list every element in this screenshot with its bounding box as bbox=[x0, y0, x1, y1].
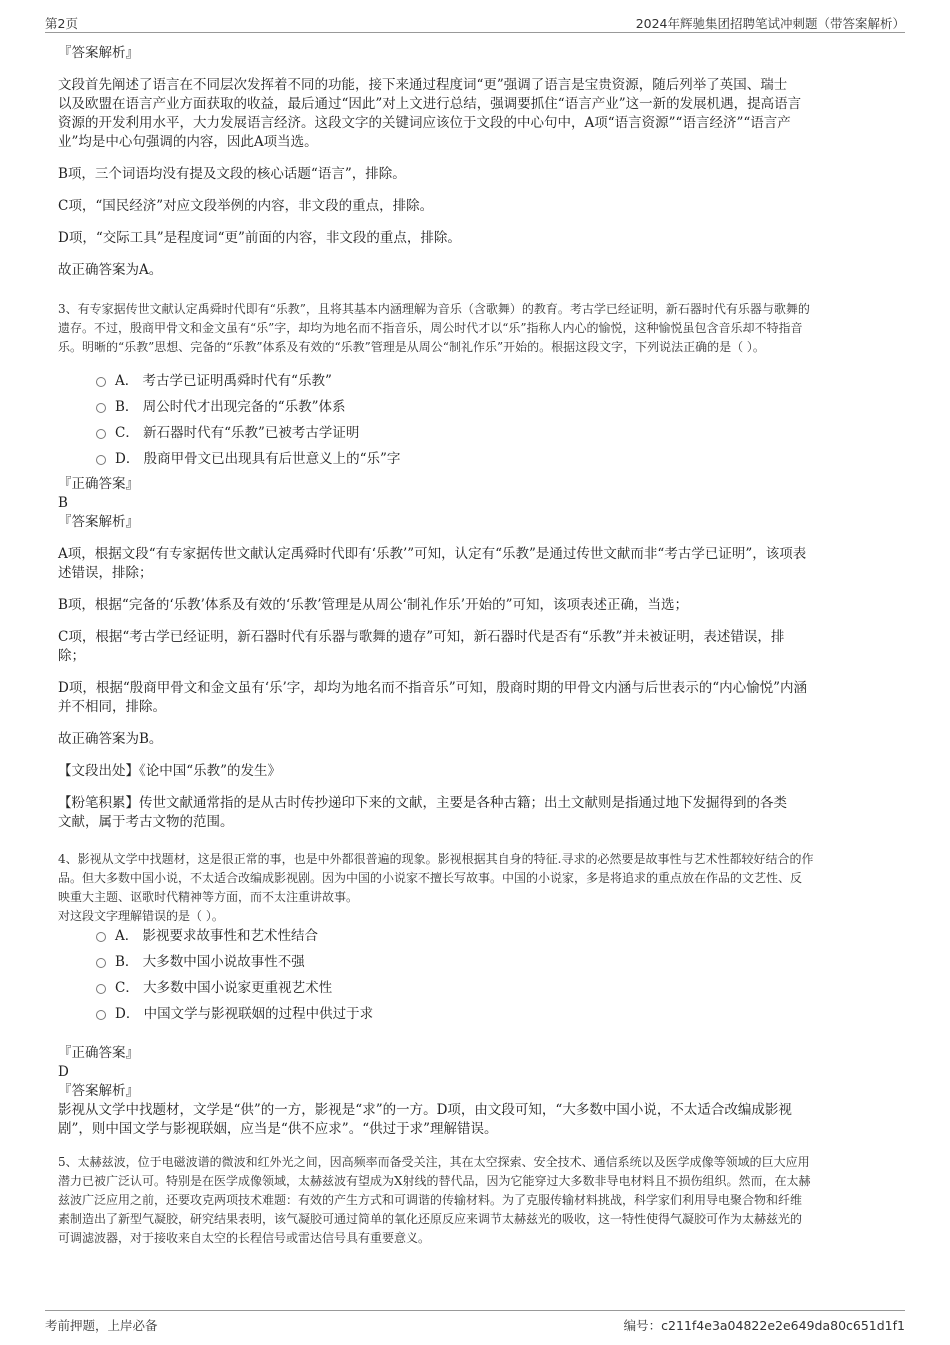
radio-icon[interactable] bbox=[96, 455, 106, 465]
analysis-label: 『答案解析』 bbox=[58, 45, 139, 61]
question-stem: 遗存。不过，殷商甲骨文和金文虽有“乐”字，却均为地名而不指音乐，周公时代才以“乐”指称人内心的愉悦，这种愉悦虽包含音乐却不特指音 bbox=[58, 321, 803, 335]
analysis-conclusion: 故正确答案为B。 bbox=[58, 731, 163, 747]
question-stem: 素制造出了新型气凝胶，研究结果表明，该气凝胶可通过简单的氧化还原反应来调节太赫兹光的吸收，这一特性使得气凝胶可作为太赫兹光的 bbox=[58, 1212, 803, 1226]
analysis-text: 业”均是中心句强调的内容，因此A项当选。 bbox=[58, 134, 318, 150]
radio-icon[interactable] bbox=[96, 932, 106, 942]
accumulation-note: 【粉笔积累】传世文献通常指的是从古时传抄递印下来的文献，主要是各种古籍；出土文献则是指通过地下发掘得到的各类 bbox=[58, 795, 787, 811]
question-stem: 3、有专家据传世文献认定禹舜时代即有“乐教”，且将其基本内涵理解为音乐（含歌舞）的教育。考古学已经证明，新石器时代有乐器与歌舞的 bbox=[58, 302, 810, 316]
analysis-label: 『答案解析』 bbox=[58, 1083, 139, 1099]
page-number: 第2页 bbox=[45, 16, 78, 31]
analysis-option-d: 并不相同，排除。 bbox=[58, 699, 166, 715]
radio-icon[interactable] bbox=[96, 403, 106, 413]
radio-icon[interactable] bbox=[96, 429, 106, 439]
question-stem: 对这段文字理解错误的是（ ）。 bbox=[58, 909, 224, 923]
answer-label: 『正确答案』 bbox=[58, 476, 139, 492]
question-stem: 映重大主题、讴歌时代精神等方面，而不太注重讲故事。 bbox=[58, 890, 359, 904]
page-footer bbox=[45, 1310, 905, 1335]
analysis-text: 影视从文学中找题材，文学是“供”的一方，影视是“求”的一方。D项，由文段可知，“大多数中国小说，不太适合改编成影视 bbox=[58, 1102, 792, 1118]
analysis-option-d: D项，“交际工具”是程度词“更”前面的内容，非文段的重点，排除。 bbox=[58, 230, 461, 246]
analysis-option-b: B项，根据“完备的‘乐教’体系及有效的‘乐教’管理是从周公‘制礼作乐’开始的”可知，该项表述正确，当选； bbox=[58, 597, 688, 613]
analysis-option-b: B项，三个词语均没有提及文段的核心话题“语言”，排除。 bbox=[58, 166, 406, 182]
analysis-option-d: D项，根据“殷商甲骨文和金文虽有‘乐’字，却均为地名而不指音乐”可知，殷商时期的甲骨文内涵与后世表示的“内心愉悦”内涵 bbox=[58, 680, 808, 696]
question-stem: 5、太赫兹波，位于电磁波谱的微波和红外光之间，因高频率而备受关注，其在太空探索、安全技术、通信系统以及医学成像等领域的巨大应用 bbox=[58, 1155, 810, 1169]
question-stem: 可调滤波器，对于接收来自太空的长程信号或雷达信号具有重要意义。 bbox=[58, 1231, 431, 1245]
analysis-option-c: 除； bbox=[58, 648, 85, 664]
question-stem: 兹波广泛应用之前，还要攻克两项技术难题：有效的产生方式和可调谐的传输材料。为了克服传输材料挑战，科学家们利用导电聚合物和纤维 bbox=[58, 1193, 803, 1207]
analysis-text: 文段首先阐述了语言在不同层次发挥着不同的功能，接下来通过程度词“更”强调了语言是宝贵资源，随后列举了英国、瑞士 bbox=[58, 77, 788, 93]
question-stem: 品。但大多数中国小说，不太适合改编成影视剧。因为中国的小说家不擅长写故事。中国的小说家，多是将追求的重点放在作品的文艺性、反 bbox=[58, 871, 803, 885]
option-c[interactable]: C． 大多数中国小说家更重视艺术性 bbox=[58, 978, 898, 1004]
footer-slogan: 考前押题，上岸必备 bbox=[45, 1318, 158, 1333]
page-header bbox=[45, 12, 905, 33]
document-id: 编号：c211f4e3a04822e2e649da80c651d1f1 bbox=[623, 1318, 905, 1333]
answer-value: D bbox=[58, 1064, 69, 1080]
answer-label: 『正确答案』 bbox=[58, 1045, 139, 1061]
answer-value: B bbox=[58, 495, 68, 511]
option-d[interactable]: D． 中国文学与影视联姻的过程中供过于求 bbox=[58, 1004, 898, 1030]
analysis-option-a: 述错误，排除； bbox=[58, 565, 153, 581]
analysis-text: 以及欧盟在语言产业方面获取的收益，最后通过“因此”对上文进行总结，强调要抓住“语言产业”这一新的发展机遇，提高语言 bbox=[58, 96, 802, 112]
option-b[interactable]: B． 大多数中国小说故事性不强 bbox=[58, 952, 898, 978]
radio-icon[interactable] bbox=[96, 1010, 106, 1020]
option-a[interactable]: A． 考古学已证明禹舜时代有“乐教” bbox=[58, 371, 898, 397]
analysis-option-c: C项，“国民经济”对应文段举例的内容，非文段的重点，排除。 bbox=[58, 198, 434, 214]
document-title: 2024年辉驰集团招聘笔试冲刺题（带答案解析） bbox=[635, 16, 905, 31]
radio-icon[interactable] bbox=[96, 984, 106, 994]
radio-icon[interactable] bbox=[96, 377, 106, 387]
option-d[interactable]: D． 殷商甲骨文已出现具有后世意义上的“乐”字 bbox=[58, 449, 898, 475]
source-note: 【文段出处】《论中国“乐教”的发生》 bbox=[58, 763, 282, 779]
analysis-conclusion: 故正确答案为A。 bbox=[58, 262, 163, 278]
question-stem: 潜力已被广泛认可。特别是在医学成像领域，太赫兹波有望成为X射线的替代品，因为它能穿过大多数非导电材料且不损伤组织。然而，在太赫 bbox=[58, 1174, 811, 1188]
document-body bbox=[58, 44, 898, 1248]
analysis-text: 剧”，则中国文学与影视联姻，应当是“供不应求”。“供过于求”理解错误。 bbox=[58, 1121, 498, 1137]
question-stem: 乐。明晰的“乐教”思想、完备的“乐教”体系及有效的“乐教”管理是从周公“制礼作乐”开始的。根据这段文字，下列说法正确的是（ ）。 bbox=[58, 340, 765, 354]
option-c[interactable]: C． 新石器时代有“乐教”已被考古学证明 bbox=[58, 423, 898, 449]
analysis-label: 『答案解析』 bbox=[58, 514, 139, 530]
accumulation-note: 文献，属于考古文物的范围。 bbox=[58, 814, 234, 830]
analysis-option-a: A项，根据文段“有专家据传世文献认定禹舜时代即有‘乐教’”可知，认定有“乐教”是通过传世文献而非“考古学已证明”，该项表 bbox=[58, 546, 807, 562]
question-stem: 4、影视从文学中找题材，这是很正常的事，也是中外都很普遍的现象。影视根据其自身的特征.寻求的必然要是故事性与艺术性都较好结合的作 bbox=[58, 852, 814, 866]
analysis-text: 资源的开发利用水平，大力发展语言经济。这段文字的关键词应该位于文段的中心句中，A项“语言资源”“语言经济”“语言产 bbox=[58, 115, 791, 131]
radio-icon[interactable] bbox=[96, 958, 106, 968]
analysis-option-c: C项，根据“考古学已经证明，新石器时代有乐器与歌舞的遗存”可知，新石器时代是否有“乐教”并未被证明，表述错误，排 bbox=[58, 629, 785, 645]
option-b[interactable]: B． 周公时代才出现完备的“乐教”体系 bbox=[58, 397, 898, 423]
option-a[interactable]: A． 影视要求故事性和艺术性结合 bbox=[58, 926, 898, 952]
